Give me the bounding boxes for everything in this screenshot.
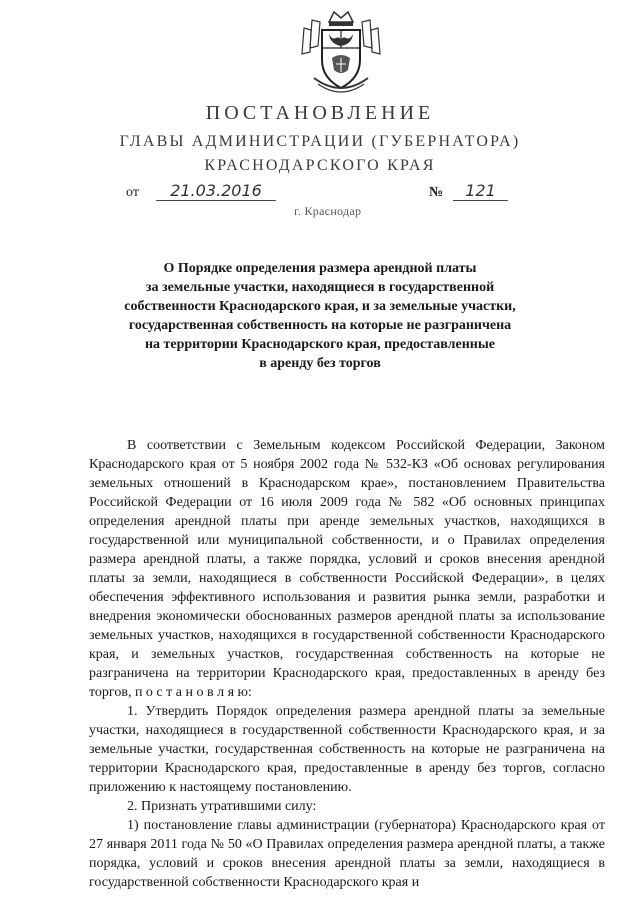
document-number: 121 [453, 181, 508, 201]
title-line: государственная собственность на которые не разграничена [128, 318, 512, 333]
title-line: О Порядке определения размера арендной платы [163, 261, 477, 276]
title-line: собственности Краснодарского края, и за земельные участки, [124, 299, 516, 314]
city-name: г. Краснодар [294, 204, 362, 218]
body-paragraph: 2. Признать утратившими силу: [127, 799, 317, 814]
document-type-heading: ПОСТАНОВЛЕНИЕ [205, 102, 435, 124]
date-label: от [126, 185, 139, 200]
title-line: на территории Краснодарского края, предоставленные [144, 337, 496, 352]
number-label: № [429, 185, 444, 200]
document-title [0, 259, 640, 373]
title-line: за земельные участки, находящиеся в государственной [145, 280, 495, 295]
document-body [89, 436, 605, 892]
body-paragraph: 1) постановление главы администрации (губернатора) Краснодарского края от 27 января 2011 года № 50 «О Правилах определения размера арендной платы, а также порядка, условий и сроков внесения арендной платы за земли, находящиеся в государственной собственности Краснодарского края и [89, 818, 605, 890]
document-date: 21.03.2016 [156, 181, 276, 201]
coat-of-arms-emblem [296, 8, 386, 98]
title-line: в аренду без торгов [259, 356, 381, 371]
body-paragraph: 1. Утвердить Порядок определения размера арендной платы за земельные участки, находящиеся в государственной собственности Краснодарского края, и за земельные участки, государственная собственность на которые не разграничена на территории Краснодарского края, предоставленные в аренду без торгов, согласно приложению к настоящему постановлению. [89, 704, 605, 795]
body-paragraph: В соответствии с Земельным кодексом Российской Федерации, Законом Краснодарского края от 5 ноября 2002 года № 532-КЗ «Об основах регулирования земельных отношений в Краснодарском крае», постановлением Правительства Российской Федерации от 16 июля 2009 года № 582 «Об основных принципах определения арендной платы при аренде земельных участков, находящихся в государственной или муниципальной собственности, и о Правилах определения размера арендной платы, а также порядка, условий и сроков внесения арендной платы за земли, находящиеся в собственности Российской Федерации», в целях обеспечения эффективного использования и развития рынка земли, разработки и внедрения экономически обоснованных размеров арендной платы за использование земельных участков, находящихся в государственной собственности Краснодарского края, и земельных участков, государственная собственность на которые не разграничена на территории Краснодарского края, предоставленных в аренду без торгов, п о с т а н о в л я ю: [89, 438, 605, 700]
region-heading: КРАСНОДАРСКОГО КРАЯ [204, 157, 436, 174]
issuer-heading: ГЛАВЫ АДМИНИСТРАЦИИ (ГУБЕРНАТОРА) [119, 133, 521, 150]
